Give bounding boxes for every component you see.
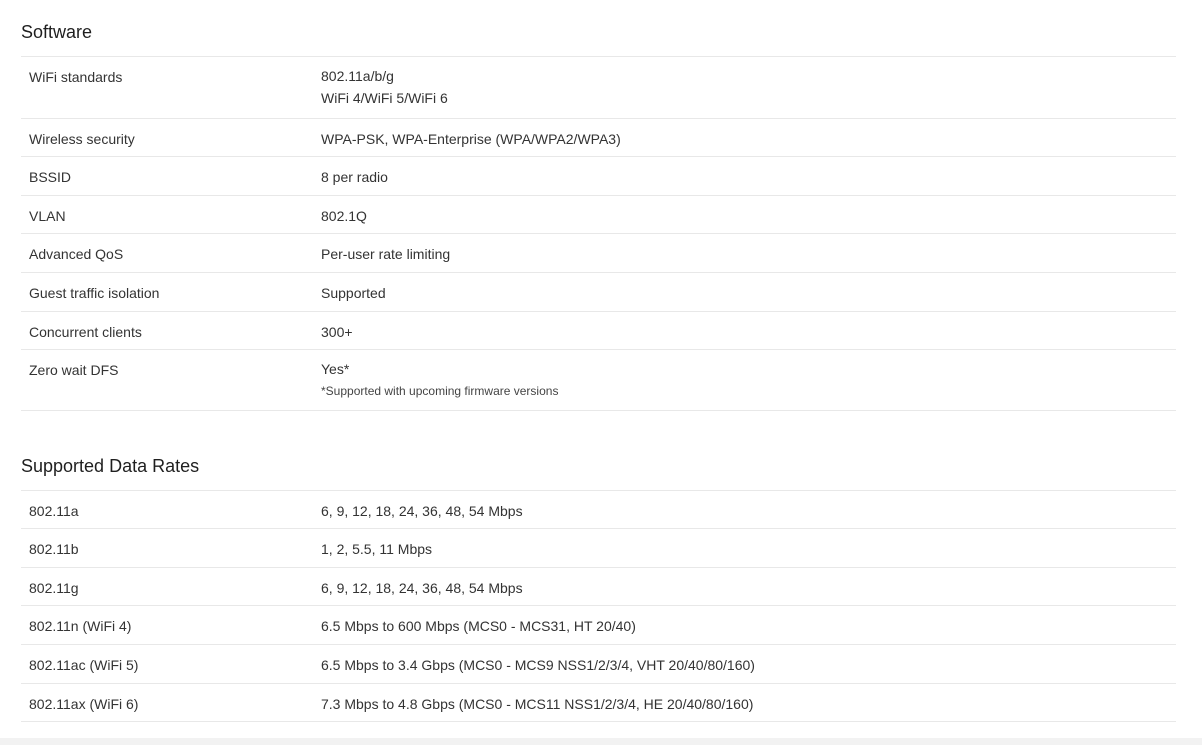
row-value-line: WiFi 4/WiFi 5/WiFi 6 [321,90,448,106]
row-value: 300+ [321,324,353,340]
table-row [21,491,1176,529]
row-label: 802.11ac (WiFi 5) [29,657,139,673]
table-row [21,568,1176,606]
data-rates-spec-table [21,490,1176,722]
table-row [21,529,1176,568]
table-row [21,350,1176,411]
section-title-software: Software [21,22,93,42]
row-value: 6.5 Mbps to 3.4 Gbps (MCS0 - MCS9 NSS1/2/3/4, VHT 20/40/80/160) [321,657,755,673]
row-value: Supported [321,285,386,301]
row-value: WPA-PSK, WPA-Enterprise (WPA/WPA2/WPA3) [321,131,621,147]
row-label: Concurrent clients [29,324,142,340]
row-label: WiFi standards [29,69,123,85]
row-value [321,362,1176,410]
table-row [21,312,1176,350]
footer-strip [0,738,1202,745]
row-label: 802.11g [29,580,79,596]
table-row [21,273,1176,312]
row-value: 1, 2, 5.5, 11 Mbps [321,541,433,557]
row-value: 6, 9, 12, 18, 24, 36, 48, 54 Mbps [321,580,523,596]
table-row [21,234,1176,273]
row-value: 6.5 Mbps to 600 Mbps (MCS0 - MCS31, HT 20/40) [321,618,636,634]
row-value: Per-user rate limiting [321,246,451,262]
table-row [21,684,1176,722]
row-label: 802.11a [29,503,79,519]
table-row [21,157,1176,196]
table-row [21,119,1176,157]
row-value: 8 per radio [321,169,388,185]
section-title-data-rates: Supported Data Rates [21,456,200,476]
table-row [21,196,1176,234]
row-value-line: Yes* [321,361,350,377]
row-value: 6, 9, 12, 18, 24, 36, 48, 54 Mbps [321,503,523,519]
row-value: 802.1Q [321,208,367,224]
row-label: Wireless security [29,131,135,147]
row-label: VLAN [29,208,66,224]
row-label: BSSID [29,169,72,185]
table-row [21,606,1176,645]
row-value-line: 802.11a/b/g [321,68,394,84]
row-label: 802.11ax (WiFi 6) [29,696,139,712]
footnote: *Supported with upcoming firmware versions [321,384,559,398]
row-label: 802.11n (WiFi 4) [29,618,132,634]
row-value: 7.3 Mbps to 4.8 Gbps (MCS0 - MCS11 NSS1/2/3/4, HE 20/40/80/160) [321,696,754,712]
software-spec-table [21,56,1176,411]
row-label: Advanced QoS [29,246,124,262]
row-label: Zero wait DFS [29,362,119,378]
row-label: Guest traffic isolation [29,285,160,301]
row-label: 802.11b [29,541,79,557]
table-row [21,645,1176,684]
row-value [321,69,1176,118]
table-row [21,57,1176,119]
